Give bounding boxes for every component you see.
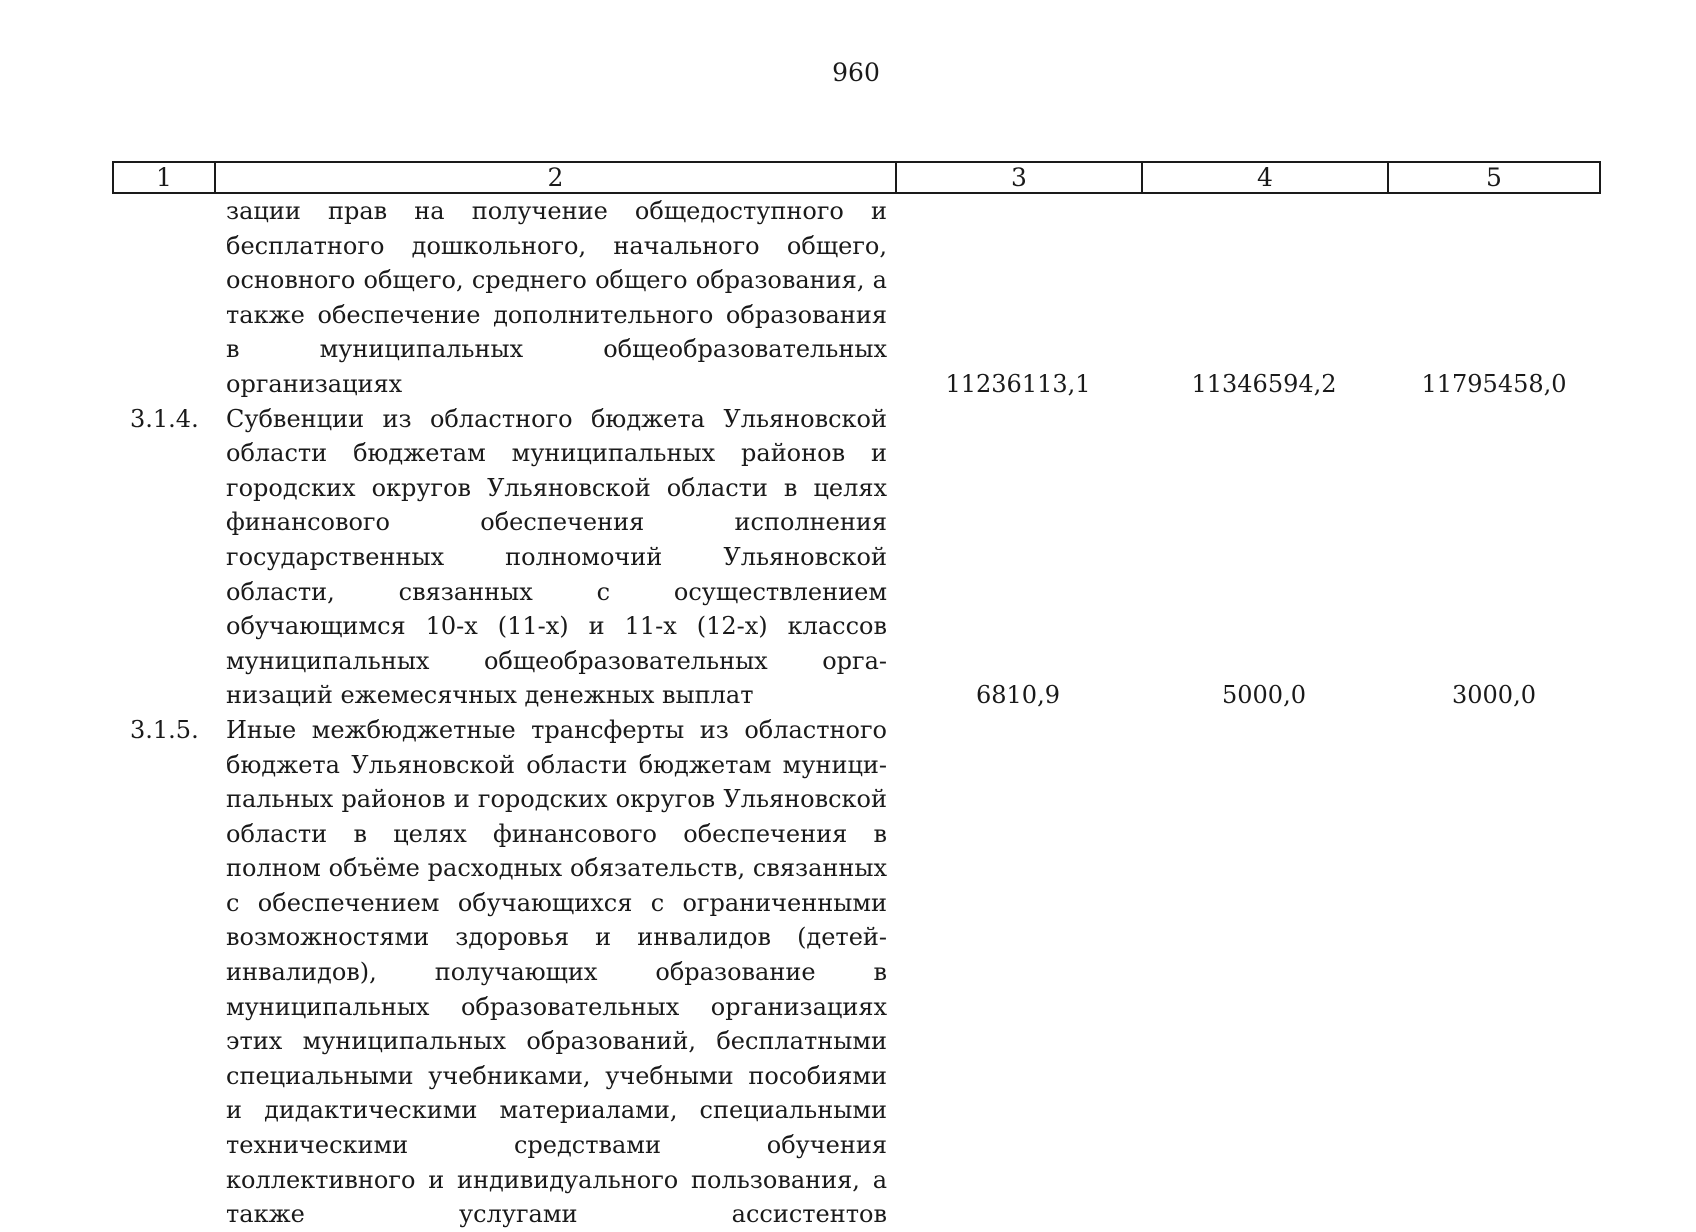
row-number (112, 194, 214, 402)
row-number: 3.1.4. (130, 404, 199, 433)
table-row (112, 194, 1601, 402)
value-text: 6810,9 (976, 681, 1060, 710)
row-value-col-4 (1141, 713, 1387, 1232)
header-col-4: 4 (1143, 163, 1389, 192)
row-value-col-4 (1141, 402, 1387, 713)
row-value-col-3 (895, 194, 1141, 402)
row-value-col-5 (1387, 402, 1601, 713)
table-row (112, 713, 1601, 1232)
header-col-3: 3 (897, 163, 1143, 192)
row-value-col-3 (895, 402, 1141, 713)
value-text: 5000,0 (1222, 681, 1306, 710)
header-col-2: 2 (216, 163, 897, 192)
value-text: 11236113,1 (945, 369, 1091, 398)
row-value-col-5 (1387, 194, 1601, 402)
row-value-col-4 (1141, 194, 1387, 402)
table-row (112, 402, 1601, 713)
row-description: зации прав на получение общедоступного и бесплатного дошкольного, начального общего, основного общего, среднего общего образования, а также обеспечение дополнительного образования в муниципальных общеобразовательных организациях (226, 197, 887, 398)
row-value-col-5 (1387, 713, 1601, 1232)
page-number: 960 (832, 58, 880, 87)
row-number: 3.1.5. (130, 715, 199, 744)
header-col-1: 1 (114, 163, 216, 192)
value-text: 11346594,2 (1191, 369, 1337, 398)
row-description: Иные межбюджетные трансферты из областного бюджета Ульяновской области бюджетам муниципальных районов и городских округов Ульяновской области в целях финансового обеспечения в полном объёме расходных обязательств, связанных с обеспечением обучающихся с ограниченными возможностями здоровья и инвалидов (детей-инвалидов), получающих образование в муниципальных образовательных организациях этих муниципальных образований, бесплатными специальными учебниками, учебными пособиями и дидактическими материалами, специальными техническими средствами обучения коллективного и индивидуального пользования, а также услугами ассистентов (226, 715, 887, 1229)
value-text: 3000,0 (1452, 681, 1536, 710)
row-value-col-3 (895, 713, 1141, 1232)
table-header (112, 161, 1601, 194)
header-col-5: 5 (1486, 163, 1502, 192)
value-text: 11795458,0 (1421, 369, 1567, 398)
row-description: Субвенции из областного бюджета Ульяновской области бюджетам муниципальных районов и городских округов Ульяновской области в целях финансового обеспечения исполнения государственных полномочий Ульяновской области, связанных с осуществлением обучающимся 10-х (11-х) и 11-х (12-х) классов муниципальных общеобразовательных организаций ежемесячных денежных выплат (226, 404, 887, 710)
table-body (112, 194, 1601, 1232)
